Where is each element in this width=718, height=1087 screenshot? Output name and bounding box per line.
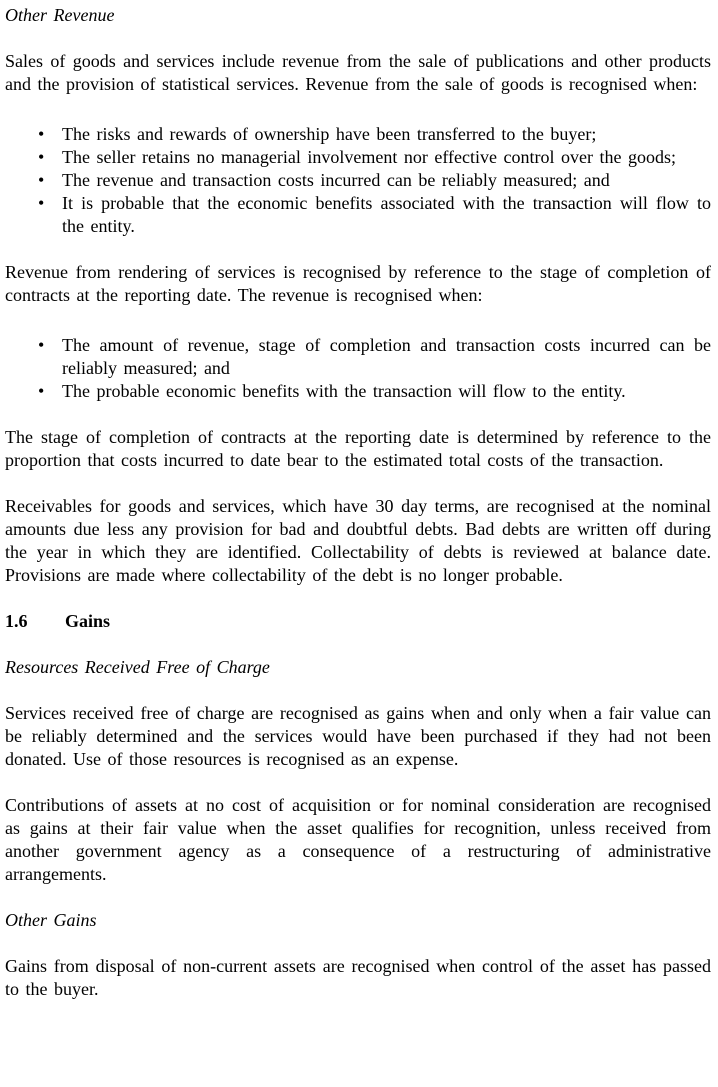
subheading-other-gains: Other Gains (5, 910, 97, 930)
list-item-risks-rewards: • The risks and rewards of ownership have been transferred to the buyer; (62, 123, 711, 146)
section-heading-gains (5, 610, 711, 633)
paragraph-stage-of-completion: The stage of completion of contracts at the reporting date is determined by reference to the proportion that costs incurred to date bear to the estimated total costs of the transaction. (5, 427, 711, 470)
list-item-amount-of-revenue: • The amount of revenue, stage of completion and transaction costs incurred can be reliably measured; and (62, 334, 711, 380)
paragraph-contributions-of-assets: Contributions of assets at no cost of acquisition or for nominal consideration are recognised as gains at their fair value when the asset qualifies for recognition, unless received from another government agency as a consequence of a restructuring of administrative arrangements. (5, 795, 711, 884)
paragraph-gains-from-disposal: Gains from disposal of non-current assets are recognised when control of the asset has passed to the buyer. (5, 956, 711, 999)
list-item-probable-economic-benefits: • The probable economic benefits with the transaction will flow to the entity. (62, 380, 711, 403)
paragraph-rendering-of-services: Revenue from rendering of services is recognised by reference to the stage of completion of contracts at the reporting date. The revenue is recognised when: (5, 262, 711, 305)
section-number: 1.6 (5, 611, 28, 631)
services-recognition-list (5, 334, 711, 403)
subheading-other-revenue: Other Revenue (5, 5, 115, 25)
list-item-reliably-measured: • The revenue and transaction costs incurred can be reliably measured; and (62, 169, 711, 192)
paragraph-sales-of-goods: Sales of goods and services include revenue from the sale of publications and other products and the provision of statistical services. Revenue from the sale of goods is recognised when: (5, 51, 711, 94)
list-item-probable-benefits: • It is probable that the economic benefits associated with the transaction will flow to the entity. (62, 192, 711, 238)
paragraph-services-received-free: Services received free of charge are recognised as gains when and only when a fair value can be reliably determined and the services would have been purchased if they had not been donated. Use of those resources is recognised as an expense. (5, 703, 711, 769)
paragraph-receivables: Receivables for goods and services, which have 30 day terms, are recognised at the nominal amounts due less any provision for bad and doubtful debts. Bad debts are written off during the year in which they are identified. Collectability of debts is reviewed at balance date. Provisions are made where collectability of the debt is no longer probable. (5, 496, 711, 585)
section-title: Gains (65, 611, 111, 631)
subheading-resources-received-free-of-charge: Resources Received Free of Charge (5, 657, 270, 677)
list-item-seller-retains: • The seller retains no managerial involvement nor effective control over the goods; (62, 146, 711, 169)
goods-recognition-list (5, 123, 711, 238)
